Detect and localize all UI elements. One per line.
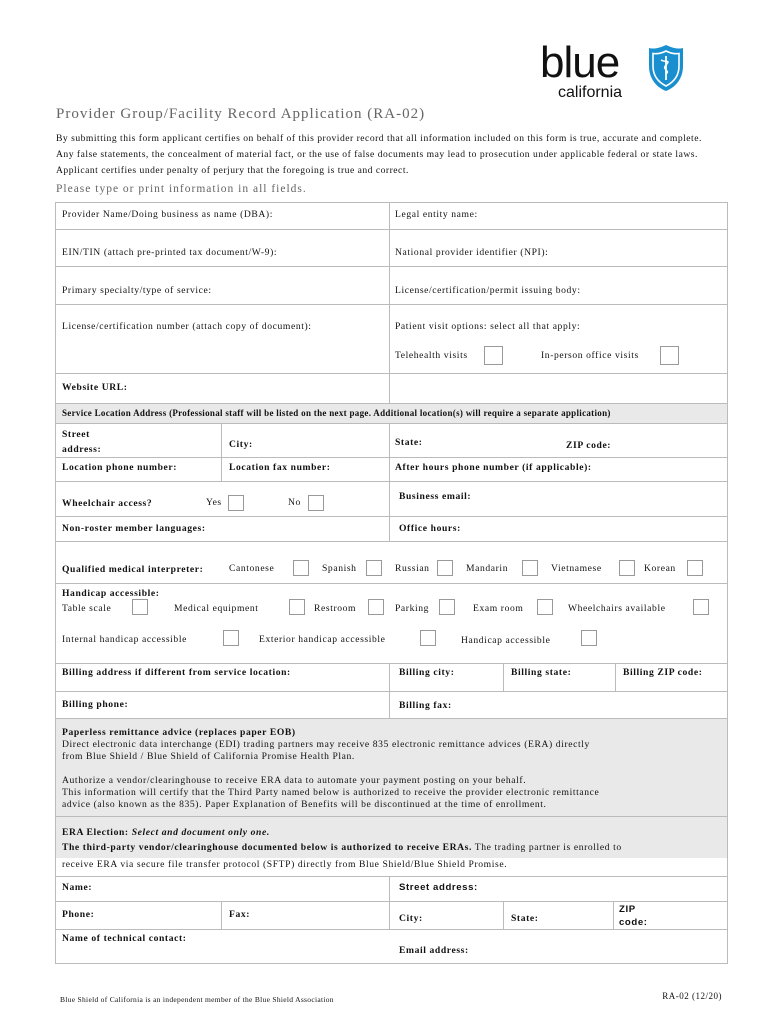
era-zip-label-line2: code:: [619, 917, 648, 928]
wheelchair-label: Wheelchair access?: [62, 498, 153, 509]
interp-spanish-checkbox[interactable]: [366, 560, 382, 576]
era-name-label: Name:: [62, 882, 93, 893]
handicap-parking: Parking: [395, 603, 430, 614]
billing-city-label: Billing city:: [399, 667, 455, 678]
footer-association-note: Blue Shield of California is an independent member of the Blue Shield Association: [60, 995, 334, 1004]
state-label: State:: [395, 437, 423, 448]
interpreter-label: Qualified medical interpreter:: [62, 564, 204, 575]
wheelchair-no-label: No: [288, 497, 301, 508]
parking-checkbox[interactable]: [439, 599, 455, 615]
interp-vietnamese-checkbox[interactable]: [619, 560, 635, 576]
interp-lang-spanish: Spanish: [322, 563, 357, 574]
paperless-line2: from Blue Shield / Blue Shield of California Promise Health Plan.: [62, 751, 355, 762]
technical-contact-label: Name of technical contact:: [62, 933, 187, 944]
inperson-label: In-person office visits: [541, 350, 639, 361]
restroom-checkbox[interactable]: [368, 599, 384, 615]
era-election-instruction: Select and document only one.: [131, 827, 270, 838]
wheelchairs-available-checkbox[interactable]: [693, 599, 709, 615]
wheelchair-yes-checkbox[interactable]: [228, 495, 244, 511]
location-fax-label: Location fax number:: [229, 462, 331, 473]
office-hours-label: Office hours:: [399, 523, 461, 534]
visit-options-label: Patient visit options: select all that apply:: [395, 321, 581, 332]
era-line2: receive ERA via secure file transfer protocol (SFTP) directly from Blue Shield/Blue Shield Promise.: [62, 859, 508, 870]
billing-fax-label: Billing fax:: [399, 700, 452, 711]
era-election-label: ERA Election:: [62, 827, 129, 838]
era-phone-label: Phone:: [62, 909, 95, 920]
handicap-wheelchairs: Wheelchairs available: [568, 603, 666, 614]
footer-form-code: RA-02 (12/20): [662, 991, 722, 1001]
internal-handicap-checkbox[interactable]: [223, 630, 239, 646]
billing-address-label: Billing address if different from service location:: [62, 667, 291, 678]
service-location-header: Service Location Address (Professional staff will be listed on the next page. Additional location(s) will require a separate application): [62, 408, 611, 418]
wheelchair-no-checkbox[interactable]: [308, 495, 324, 511]
location-phone-label: Location phone number:: [62, 462, 178, 473]
era-line1-rest: The trading partner is enrolled to: [474, 842, 622, 853]
era-zip-label-line1: ZIP: [619, 904, 636, 915]
logo-subtitle: california: [558, 84, 623, 101]
interp-lang-mandarin: Mandarin: [466, 563, 509, 574]
handicap-internal: Internal handicap accessible: [62, 634, 187, 645]
license-body-label: License/certification/permit issuing body:: [395, 285, 581, 296]
blue-california-logo: [540, 38, 690, 104]
billing-zip-label: Billing ZIP code:: [623, 667, 703, 678]
intro-paragraph: By submitting this form applicant certifies on behalf of this provider record that all information included on this form is true, accurate and complete. Any false statements, the concealment of material fact, or the use of false documents may lead to prosecution under applicable federal or state laws. Applicant certifies under penalty of perjury that the foregoing is true and correct.: [56, 133, 702, 176]
license-number-label: License/certification number (attach copy of document):: [62, 321, 312, 332]
era-line1-bold: The third-party vendor/clearinghouse documented below is authorized to receive ERAs.: [62, 842, 472, 853]
inperson-checkbox[interactable]: [660, 346, 679, 365]
business-email-label: Business email:: [399, 491, 472, 502]
paperless-line1: Direct electronic data interchange (EDI) trading partners may receive 835 electronic remittance advices (ERA) directly: [62, 739, 590, 750]
telehealth-checkbox[interactable]: [484, 346, 503, 365]
website-label: Website URL:: [62, 382, 128, 393]
table-scale-checkbox[interactable]: [132, 599, 148, 615]
paperless-title: Paperless remittance advice (replaces paper EOB): [62, 727, 296, 738]
city-label: City:: [229, 439, 253, 450]
zip-label: ZIP code:: [566, 440, 612, 451]
interp-korean-checkbox[interactable]: [687, 560, 703, 576]
handicap-medical-equipment: Medical equipment: [174, 603, 259, 614]
handicap-exam-room: Exam room: [473, 603, 524, 614]
specialty-label: Primary specialty/type of service:: [62, 285, 212, 296]
era-state-label: State:: [511, 913, 539, 924]
wheelchair-yes-label: Yes: [206, 497, 222, 508]
application-form: [55, 202, 728, 964]
handicap-title: Handicap accessible:: [62, 588, 160, 599]
era-city-label: City:: [399, 913, 423, 924]
paperless-line5: advice (also known as the 835). Paper Explanation of Benefits will be discontinued at the time of enrollment.: [62, 799, 547, 810]
street-label-line2: address:: [62, 444, 102, 455]
after-hours-label: After hours phone number (if applicable):: [395, 462, 592, 473]
interp-lang-korean: Korean: [644, 563, 676, 574]
npi-label: National provider identifier (NPI):: [395, 247, 549, 258]
handicap-accessible: Handicap accessible: [461, 635, 551, 646]
languages-label: Non-roster member languages:: [62, 523, 206, 534]
handicap-restroom: Restroom: [314, 603, 357, 614]
paperless-line3: Authorize a vendor/clearinghouse to receive ERA data to automate your payment posting on your behalf.: [62, 775, 527, 786]
form-title: Provider Group/Facility Record Application (RA-02): [56, 106, 426, 122]
instruction-text: Please type or print information in all fields.: [56, 183, 307, 195]
era-fax-label: Fax:: [229, 909, 251, 920]
ein-label: EIN/TIN (attach pre-printed tax document/W-9):: [62, 247, 278, 258]
era-email-label: Email address:: [399, 945, 469, 956]
era-line1: [62, 842, 622, 853]
billing-phone-label: Billing phone:: [62, 699, 129, 710]
handicap-table-scale: Table scale: [62, 603, 112, 614]
era-election: [62, 827, 270, 838]
exterior-handicap-checkbox[interactable]: [420, 630, 436, 646]
paperless-line4: This information will certify that the Third Party named below is authorized to receive the provider electronic remittance: [62, 787, 600, 798]
medical-equipment-checkbox[interactable]: [289, 599, 305, 615]
interp-russian-checkbox[interactable]: [437, 560, 453, 576]
interp-mandarin-checkbox[interactable]: [522, 560, 538, 576]
provider-name-label: Provider Name/Doing business as name (DBA):: [62, 209, 273, 220]
interp-lang-cantonese: Cantonese: [229, 563, 275, 574]
era-street-label: Street address:: [399, 882, 478, 893]
legal-entity-label: Legal entity name:: [395, 209, 478, 220]
interp-lang-vietnamese: Vietnamese: [551, 563, 602, 574]
handicap-exterior: Exterior handicap accessible: [259, 634, 386, 645]
telehealth-label: Telehealth visits: [395, 350, 468, 361]
handicap-accessible-checkbox[interactable]: [581, 630, 597, 646]
blue-shield-icon: [648, 44, 684, 92]
exam-room-checkbox[interactable]: [537, 599, 553, 615]
interp-cantonese-checkbox[interactable]: [293, 560, 309, 576]
logo-wordmark: blue: [540, 38, 620, 87]
billing-state-label: Billing state:: [511, 667, 572, 678]
interp-lang-russian: Russian: [395, 563, 430, 574]
street-label-line1: Street: [62, 429, 90, 440]
